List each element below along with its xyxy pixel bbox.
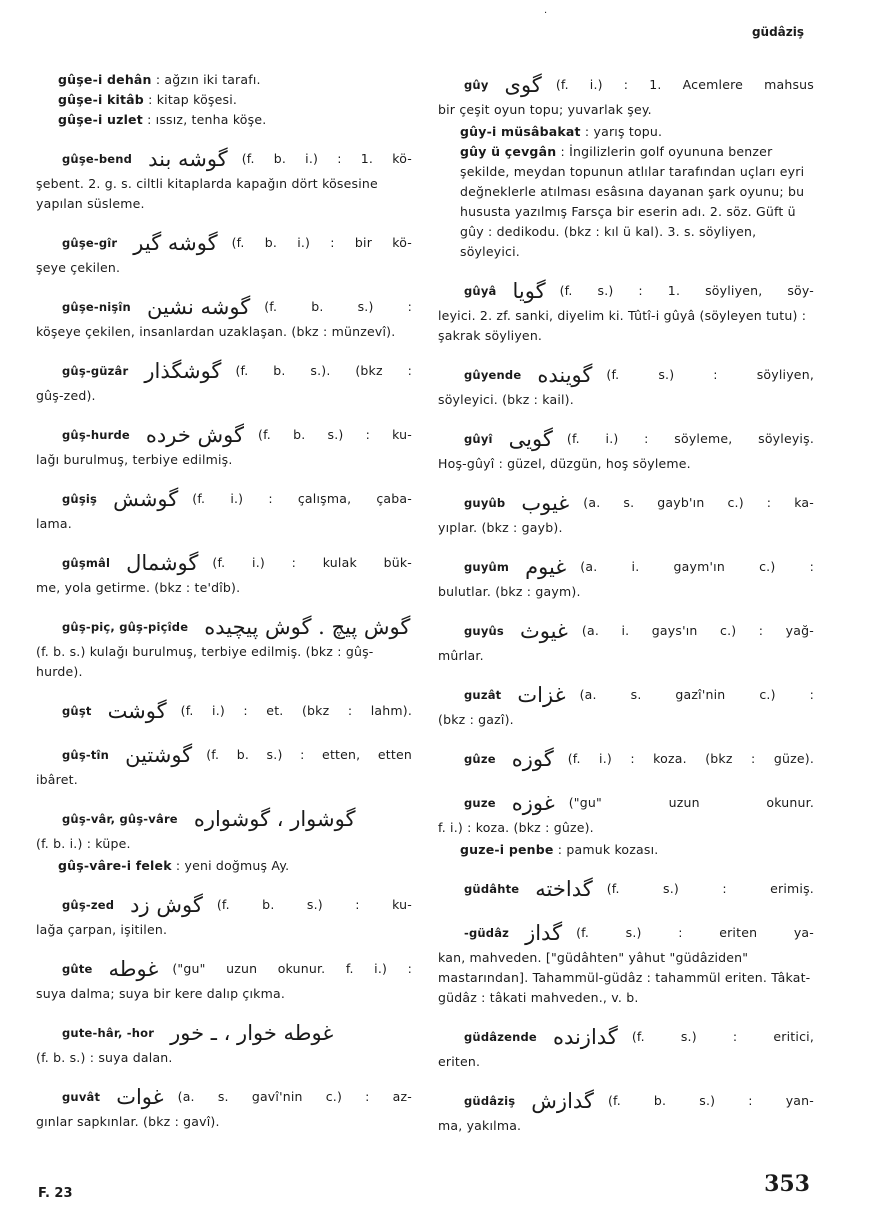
sub-headword: gûy-i müsâbakat <box>460 124 581 139</box>
definition-start: (f. b. s.). (bkz : <box>235 363 412 378</box>
left-column <box>36 70 412 1132</box>
entry-headline <box>36 548 412 578</box>
definition-continuation: gûş-zed). <box>36 388 96 403</box>
headword: guyûm <box>464 560 510 574</box>
dictionary-entry <box>36 696 412 726</box>
dictionary-entry <box>438 276 814 346</box>
dictionary-entry <box>438 552 814 602</box>
definition-start: (f. b. s.) : yan- <box>607 1093 814 1108</box>
sub-entry <box>36 90 412 110</box>
arabic-script: گوزه <box>511 747 554 771</box>
headword: guze <box>464 796 496 810</box>
definition-start: ("gu" uzun okunur. <box>568 795 814 810</box>
headword: güdâziş <box>464 1094 516 1108</box>
definition-start: (f. b. s.) : <box>264 299 412 314</box>
entry-headline <box>36 292 412 322</box>
arabic-script: غوطه <box>108 957 159 981</box>
dictionary-entry <box>438 616 814 666</box>
arabic-script: غیوب <box>521 491 570 515</box>
headword: -güdâz <box>464 926 510 940</box>
definition-continuation: eriten. <box>438 1054 481 1069</box>
arabic-script: گدازش <box>531 1089 594 1113</box>
definition-continuation: gınlar sapkınlar. (bkz : gavî). <box>36 1114 220 1129</box>
definition-start: (f. i.) : söyleme, söyleyiş. <box>566 431 814 446</box>
entry-headline <box>438 1086 814 1116</box>
headword: gûşe-gîr <box>62 236 118 250</box>
signature-mark: F. 23 <box>38 1186 73 1201</box>
dictionary-entry <box>438 360 814 410</box>
dictionary-entry <box>36 1018 412 1068</box>
arabic-script: گوش پیچ . گوش پیچیده <box>204 615 411 639</box>
definition-continuation: (bkz : gazî). <box>438 712 514 727</box>
arabic-script: غزات <box>517 683 566 707</box>
headword: güdâhte <box>464 882 520 896</box>
definition-start: (a. i. gaym'ın c.) : <box>580 559 814 574</box>
sub-definition: : kitap köşesi. <box>143 92 238 107</box>
definition-continuation: leyici. 2. zf. sanki, diyelim ki. Tûtî-i gûyâ (söyleyen tutu) : şakrak söyliyen. <box>438 308 807 343</box>
dictionary-entry <box>36 804 412 854</box>
entry-headline <box>36 740 412 770</box>
entry-headline <box>438 276 814 306</box>
dictionary-entry <box>36 144 412 214</box>
definition-start: (a. s. gavî'nin c.) : az- <box>177 1089 412 1104</box>
definition-start: (f. b. i.) : 1. kö- <box>241 151 412 166</box>
headword: gûş-vâr, gûş-vâre <box>62 812 178 826</box>
arabic-script: گوشه نشین <box>146 295 251 319</box>
definition-start: ("gu" uzun okunur. f. i.) : <box>172 961 412 976</box>
dictionary-entry <box>36 954 412 1004</box>
entry-headline <box>36 420 412 450</box>
arabic-script: گویی <box>508 427 553 451</box>
arabic-script: گدازنده <box>552 1025 618 1049</box>
entry-headline <box>438 744 814 774</box>
definition-continuation: bulutlar. (bkz : gaym). <box>438 584 581 599</box>
dictionary-entry <box>438 1086 814 1136</box>
dictionary-entry <box>36 612 412 682</box>
definition-continuation: yıplar. (bkz : gayb). <box>438 520 563 535</box>
dictionary-entry <box>36 292 412 342</box>
definition-start: (f. i.) : koza. (bkz : güze). <box>567 751 814 766</box>
sub-definition: : yeni doğmuş Ay. <box>171 858 290 873</box>
sub-definition: : ıssız, tenha köşe. <box>142 112 267 127</box>
arabic-script: گداز <box>525 921 563 945</box>
dictionary-entry <box>36 1082 412 1132</box>
definition-start: (f. i.) : çalışma, çaba- <box>192 491 412 506</box>
headword: gûş-tîn <box>62 748 110 762</box>
entry-headline <box>438 70 814 100</box>
dictionary-entry <box>438 680 814 730</box>
entry-headline <box>36 1018 412 1048</box>
definition-start: (f. i.) : et. (bkz : lahm). <box>180 703 412 718</box>
definition-start: (f. s.) : eritici, <box>631 1029 814 1044</box>
arabic-script: گوی <box>504 73 542 97</box>
dictionary-entry <box>36 484 412 534</box>
arabic-script: گوش خرده <box>145 423 245 447</box>
dictionary-entry <box>36 548 412 598</box>
entry-headline <box>438 918 814 948</box>
arabic-script: غوطه خوار ، ـ خور <box>170 1021 334 1045</box>
headword: gûş-piç, gûş-piçîde <box>62 620 189 634</box>
dictionary-entry <box>36 420 412 470</box>
definition-continuation: köşeye çekilen, insanlardan uzaklaşan. (bkz : münzevî). <box>36 324 396 339</box>
definition-start: (f. s.) : 1. söyliyen, söy- <box>559 283 814 298</box>
sub-headword: gûy ü çevgân <box>460 144 557 159</box>
definition-continuation: (f. b. s.) kulağı burulmuş, terbiye edilmiş. (bkz : gûş-hurde). <box>36 644 374 679</box>
headword: guyûs <box>464 624 504 638</box>
dictionary-entry <box>438 744 814 774</box>
sub-headword: guze-i penbe <box>460 842 554 857</box>
arabic-script: گداخته <box>535 877 593 901</box>
definition-continuation: kan, mahveden. ["güdâhten" yâhut "güdâziden" mastarından]. Tahammül-güdâz : tahammül eriten. Tâkat-güdâz : tâkati mahveden., v. b. <box>438 950 811 1005</box>
definition-start: (f. b. s.) : ku- <box>258 427 412 442</box>
sub-entry <box>438 840 814 860</box>
headword: gûyî <box>464 432 493 446</box>
sub-entry <box>36 856 412 876</box>
entry-headline <box>438 874 814 904</box>
entry-headline <box>36 144 412 174</box>
sub-definition: : İngilizlerin golf oyununa benzer şekilde, meydan topunun atlılar tarafından uçları eyri değneklerle atılması esâsına dayanan şark oyunu; bu hususta yazılmış Farsça bir eserin adı. 2. söz. Güft ü gûy : dedikodu. (bkz : kıl ü kal). 3. s. söyliyen, söyleyici. <box>460 144 805 259</box>
arabic-script: گوشه بند <box>148 147 228 171</box>
definition-start: (f. s.) : erimiş. <box>606 881 814 896</box>
sub-definition: : ağzın iki tarafı. <box>151 72 261 87</box>
sub-headword: gûşe-i dehân <box>58 72 152 87</box>
sub-headword: gûşe-i kitâb <box>58 92 144 107</box>
entry-headline <box>36 954 412 984</box>
definition-continuation: şeye çekilen. <box>36 260 121 275</box>
headword: gûy <box>464 78 489 92</box>
entry-headline <box>438 1022 814 1052</box>
dictionary-entry <box>438 874 814 904</box>
dictionary-entry <box>438 424 814 474</box>
sub-entry <box>36 110 412 130</box>
arabic-script: گوشتین <box>125 743 193 767</box>
dictionary-entry <box>438 788 814 838</box>
definition-continuation: bir çeşit oyun topu; yuvarlak şey. <box>438 102 652 117</box>
sub-entry <box>438 122 814 142</box>
definition-start: (a. s. gayb'ın c.) : ka- <box>583 495 814 510</box>
definition-start: (f. s.) : söyliyen, <box>606 367 814 382</box>
dictionary-entry <box>438 1022 814 1072</box>
headword: guyûb <box>464 496 506 510</box>
entry-headline <box>438 680 814 710</box>
entry-headline <box>438 360 814 390</box>
definition-continuation: suya dalma; suya bir kere dalıp çıkma. <box>36 986 285 1001</box>
entry-headline <box>36 804 412 834</box>
definition-continuation: f. i.) : koza. (bkz : gûze). <box>438 820 594 835</box>
definition-continuation: me, yola getirme. (bkz : te'dîb). <box>36 580 241 595</box>
entry-headline <box>36 356 412 386</box>
sub-entry <box>36 70 412 90</box>
entry-headline <box>438 788 814 818</box>
entry-headline <box>438 616 814 646</box>
dictionary-entry <box>438 70 814 120</box>
headword: güdâzende <box>464 1030 537 1044</box>
entry-headline <box>438 424 814 454</box>
entry-headline <box>438 488 814 518</box>
headword: gûş-hurde <box>62 428 130 442</box>
definition-start: (f. b. i.) : bir kö- <box>231 235 412 250</box>
headword: gûşe-bend <box>62 152 133 166</box>
definition-continuation: lağa çarpan, işitilen. <box>36 922 168 937</box>
definition-continuation: mûrlar. <box>438 648 484 663</box>
entry-headline <box>36 228 412 258</box>
definition-continuation: lağı burulmuş, terbiye edilmiş. <box>36 452 233 467</box>
arabic-script: گویا <box>512 279 546 303</box>
entry-headline <box>36 696 412 726</box>
entry-headline <box>438 552 814 582</box>
arabic-script: گوشش <box>113 487 179 511</box>
headword: gûşt <box>62 704 92 718</box>
arabic-script: گوشوار ، گوشواره <box>193 807 356 831</box>
sub-headword: gûşe-i uzlet <box>58 112 143 127</box>
definition-start: (f. b. s.) : ku- <box>216 897 412 912</box>
arabic-script: گوشت <box>107 699 167 723</box>
definition-start: (f. b. s.) : etten, etten <box>206 747 412 762</box>
headword: guzât <box>464 688 502 702</box>
page-number: 353 <box>764 1171 810 1197</box>
definition-continuation: ma, yakılma. <box>438 1118 522 1133</box>
arabic-script: گوشه گیر <box>133 231 218 255</box>
print-mark: · <box>544 8 548 19</box>
definition-start: (f. s.) : eriten ya- <box>576 925 814 940</box>
dictionary-entry <box>36 740 412 790</box>
sub-entry <box>438 142 814 262</box>
definition-start: (f. i.) : 1. Acemlere mahsus <box>555 77 814 92</box>
definition-continuation: (f. b. i.) : küpe. <box>36 836 131 851</box>
dictionary-entry <box>438 918 814 1008</box>
definition-continuation: Hoş-gûyî : güzel, düzgün, hoş söyleme. <box>438 456 691 471</box>
headword: gûyâ <box>464 284 497 298</box>
headword: gûyende <box>464 368 522 382</box>
definition-start: (f. i.) : kulak bük- <box>212 555 412 570</box>
dictionary-entry <box>36 356 412 406</box>
arabic-script: غیوث <box>519 619 568 643</box>
entry-headline <box>36 612 412 642</box>
arabic-script: گوشمال <box>126 551 199 575</box>
headword: gûze <box>464 752 496 766</box>
sub-headword: gûş-vâre-i felek <box>58 858 172 873</box>
headword: gûşmâl <box>62 556 111 570</box>
dictionary-entry <box>36 228 412 278</box>
definition-continuation: söyleyici. (bkz : kail). <box>438 392 574 407</box>
arabic-script: گوش زد <box>130 893 203 917</box>
definition-continuation: lama. <box>36 516 72 531</box>
headword: gûşe-nişîn <box>62 300 131 314</box>
headword: gûş-güzâr <box>62 364 129 378</box>
headword: gûş-zed <box>62 898 115 912</box>
right-column <box>438 70 814 1136</box>
entry-headline <box>36 484 412 514</box>
entry-headline <box>36 1082 412 1112</box>
arabic-script: گوشگذار <box>144 359 222 383</box>
headword: gûte <box>62 962 93 976</box>
arabic-script: گوینده <box>537 363 593 387</box>
sub-definition: : pamuk kozası. <box>553 842 659 857</box>
definition-continuation: ibâret. <box>36 772 78 787</box>
sub-definition: : yarış topu. <box>580 124 663 139</box>
dictionary-entry <box>36 890 412 940</box>
headword: gûşiş <box>62 492 98 506</box>
headword: gute-hâr, -hor <box>62 1026 155 1040</box>
arabic-script: غوات <box>116 1085 164 1109</box>
entry-headline <box>36 890 412 920</box>
running-header: güdâziş <box>751 25 804 39</box>
definition-continuation: şebent. 2. g. s. ciltli kitaplarda kapağın dört kösesine yapılan süsleme. <box>36 176 378 211</box>
definition-continuation: (f. b. s.) : suya dalan. <box>36 1050 173 1065</box>
definition-start: (a. i. gays'ın c.) : yağ- <box>581 623 814 638</box>
dictionary-entry <box>438 488 814 538</box>
definition-start: (a. s. gazî'nin c.) : <box>579 687 814 702</box>
arabic-script: غوزه <box>511 791 555 815</box>
arabic-script: غیوم <box>525 555 567 579</box>
headword: guvât <box>62 1090 101 1104</box>
